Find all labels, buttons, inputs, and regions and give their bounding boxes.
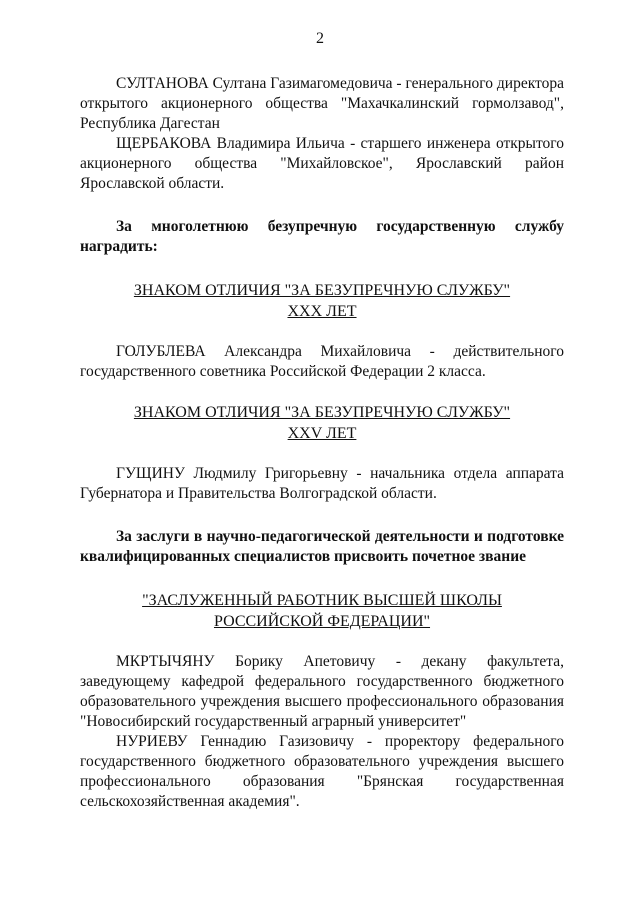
recipient-paragraph: МКРТЫЧЯНУ Борику Апетовичу - декану факультета, заведующему кафедрой федерального государственного бюджетного образовательного учреждения высшего профессионального образования "Новосибирский государственный аграрный университет"	[80, 653, 564, 730]
award-title-line: РОССИЙСКОЙ ФЕДЕРАЦИИ"	[213, 613, 431, 630]
recipient-paragraph: ЩЕРБАКОВА Владимира Ильича - старшего инженера открытого акционерного общества "Михайловское", Ярославский район Ярославской области.	[80, 135, 564, 192]
award-title-line: XXV ЛЕТ	[287, 425, 357, 442]
award-title-line: XXX ЛЕТ	[287, 303, 357, 320]
recipient-paragraph: ГУЩИНУ Людмилу Григорьевну - начальника отдела аппарата Губернатора и Правительства Волгоградской области.	[80, 465, 564, 502]
award-title	[80, 590, 564, 632]
decree-heading: За заслуги в научно-педагогической деятельности и подготовке квалифицированных специалистов присвоить почетное звание	[80, 528, 564, 565]
award-title-line: ЗНАКОМ ОТЛИЧИЯ "ЗА БЕЗУПРЕЧНУЮ СЛУЖБУ"	[133, 404, 511, 421]
recipient-paragraph: СУЛТАНОВА Султана Газимагомедовича - генерального директора открытого акционерного общества "Махачкалинский гормолзавод", Республика Дагестан	[80, 75, 564, 132]
award-title-line: "ЗАСЛУЖЕННЫЙ РАБОТНИК ВЫСШЕЙ ШКОЛЫ	[142, 592, 502, 609]
document-body	[80, 74, 564, 812]
page-number: 2	[316, 30, 324, 47]
recipient-paragraph: ГОЛУБЛЕВА Александра Михайловича - действительного государственного советника Российской Федерации 2 класса.	[80, 343, 564, 380]
award-title-line: ЗНАКОМ ОТЛИЧИЯ "ЗА БЕЗУПРЕЧНУЮ СЛУЖБУ"	[133, 282, 511, 299]
award-title	[80, 280, 564, 322]
award-title	[80, 402, 564, 444]
recipient-paragraph: НУРИЕВУ Геннадию Газизовичу - проректору федерального государственного бюджетного образовательного учреждения высшего профессионального образования "Брянская государственная сельскохозяйственная академия".	[80, 733, 564, 810]
decree-heading: За многолетнюю безупречную государственную службу наградить:	[80, 218, 564, 255]
